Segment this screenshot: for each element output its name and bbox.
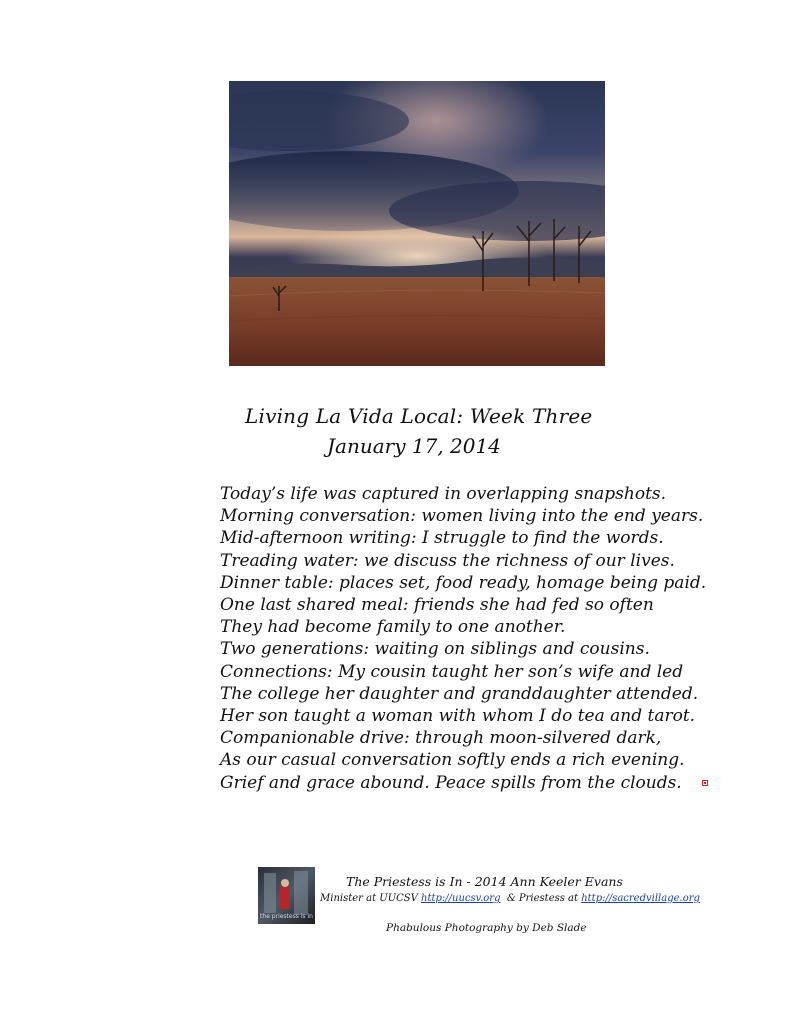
poem-line: As our casual conversation softly ends a rich evening.: [220, 750, 685, 771]
poem-line: Dinner table: places set, food ready, homage being paid.: [220, 572, 707, 593]
footer-affiliations: [320, 893, 700, 904]
annotation-marker-icon[interactable]: [702, 780, 708, 786]
landscape-photo-graphic: [229, 81, 605, 366]
poem-line: They had become family to one another.: [220, 617, 566, 638]
poem-line: Connections: My cousin taught her son’s wife and led: [220, 661, 684, 682]
photo-credit: Phabulous Photography by Deb Slade: [386, 922, 587, 934]
poem-line: Companionable drive: through moon-silvered dark,: [220, 728, 662, 749]
poem-line: Morning conversation: women living into the end years.: [220, 506, 704, 527]
sacredvillage-link[interactable]: http://sacredvillage.org: [581, 893, 700, 904]
priestess-logo-text: the priestess is in: [260, 913, 313, 920]
footer-author: The Priestess is In - 2014 Ann Keeler Evans: [346, 874, 623, 889]
priestess-prefix: & Priestess at: [500, 893, 582, 904]
uucsv-link[interactable]: http://uucsv.org: [421, 893, 501, 904]
poem-line: Two generations: waiting on siblings and cousins.: [220, 639, 650, 660]
poem-line: Grief and grace abound. Peace spills from the clouds.: [220, 772, 682, 793]
poem-line: Today’s life was captured in overlapping snapshots.: [220, 484, 667, 504]
landscape-photo: [229, 81, 605, 366]
poem-line: One last shared meal: friends she had fed so often: [220, 595, 654, 616]
priestess-logo: [258, 867, 315, 924]
poem-line: Mid-afternoon writing: I struggle to find the words.: [220, 528, 664, 549]
minister-prefix: Minister at UUCSV: [320, 893, 422, 904]
page-date: January 17, 2014: [327, 434, 501, 458]
poem: [220, 483, 706, 794]
poem-line: Treading water: we discuss the richness of our lives.: [220, 550, 675, 571]
poem-line: The college her daughter and granddaughter attended.: [220, 683, 699, 704]
poem-line: Her son taught a woman with whom I do tea and tarot.: [220, 706, 696, 727]
page-title: Living La Vida Local: Week Three: [245, 404, 593, 428]
